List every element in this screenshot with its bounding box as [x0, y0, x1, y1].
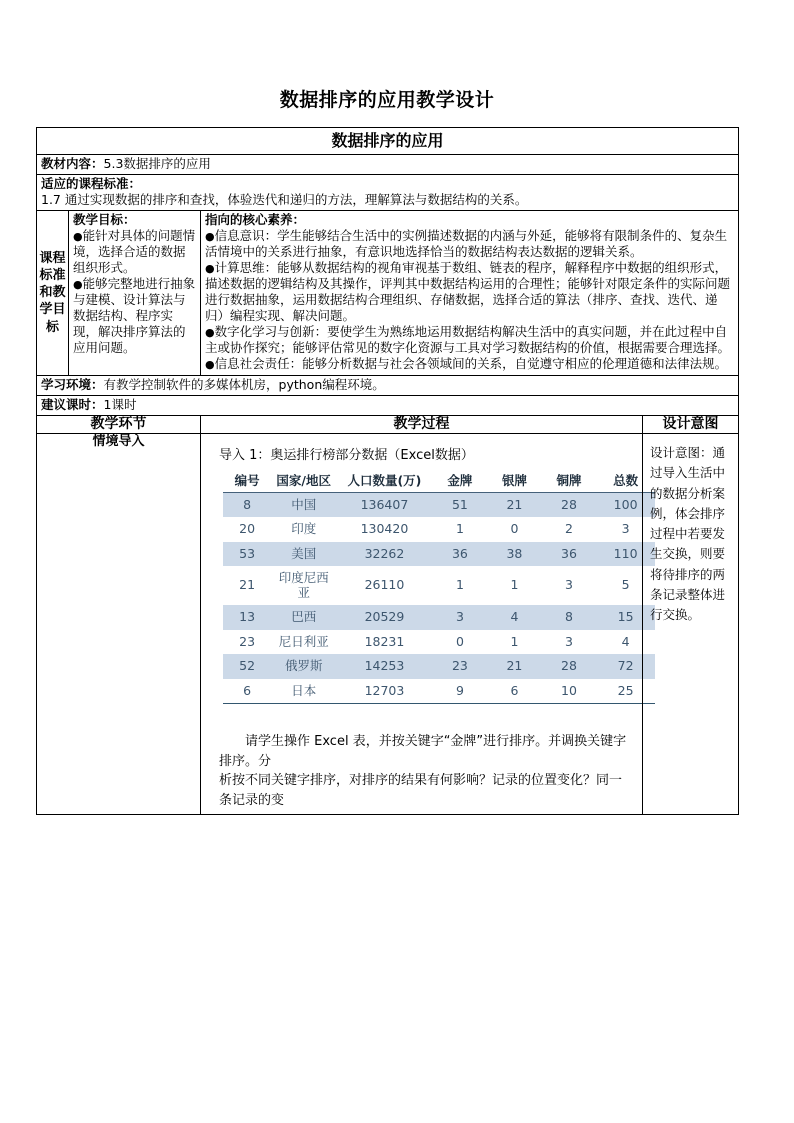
core-literacy-block	[201, 211, 738, 374]
closing-paragraph	[219, 732, 628, 810]
cell-bronze: 3	[564, 633, 573, 649]
textbook-cell	[37, 155, 739, 175]
cell-population: 12703	[336, 679, 432, 704]
teaching-objectives-header: 教学目标：	[73, 212, 136, 228]
cell-gold: 0	[455, 633, 464, 649]
cell-gold: 36	[433, 542, 488, 567]
col-header-total: 总数	[596, 472, 655, 492]
cell-silver: 1	[510, 633, 519, 649]
data-table-body	[223, 492, 655, 704]
process-content-cell	[201, 434, 643, 815]
hours-cell	[37, 395, 739, 415]
table-row	[223, 654, 655, 679]
olympic-data-table	[223, 472, 655, 704]
table-row	[223, 630, 655, 655]
cell-id: 52	[223, 654, 271, 679]
cell-bronze: 28	[542, 654, 597, 679]
environment-cell	[37, 375, 739, 395]
col-header-silver: 银牌	[487, 472, 542, 492]
col-header-id: 编号	[223, 472, 271, 492]
page-title: 数据排序的应用教学设计	[279, 89, 495, 111]
process-header-row	[37, 415, 739, 434]
cell-id: 53	[223, 542, 271, 567]
cell-gold: 1	[455, 577, 464, 593]
lesson-plan-table	[36, 127, 739, 815]
data-table-header-row	[223, 472, 655, 492]
teaching-objective-item: ● 能针对具体的问题情境，选择合适的数据组织形式。	[73, 228, 196, 276]
import-lead-text: 导入 1：奥运排行榜部分数据（Excel数据）	[219, 448, 474, 464]
band-title-text: 数据排序的应用	[331, 131, 444, 150]
cell-country: 日本	[271, 679, 336, 704]
teaching-objectives-block	[69, 211, 200, 358]
design-intent-text: 设计意图：通过导入生活中的数据分析案例，体会排序过程中若要发生交换，则要将待排序的两条记录整体进行交换。	[650, 445, 726, 623]
cell-silver: 38	[487, 542, 542, 567]
cell-gold: 9	[433, 679, 488, 704]
cell-total: 110	[596, 542, 655, 567]
cell-id: 23	[239, 633, 256, 649]
environment-value: 有教学控制软件的多媒体机房，python编程环境。	[103, 376, 385, 392]
textbook-line	[37, 155, 738, 174]
cell-bronze: 28	[542, 492, 597, 517]
col-header-gold: 金牌	[433, 472, 488, 492]
teaching-objective-item: ● 能够完整地进行抽象与建模、设计算法与数据结构、程序实现，解决排序算法的应用问题。	[73, 276, 196, 356]
cell-total: 5	[621, 577, 630, 593]
col-header-country: 国家/地区	[271, 472, 336, 492]
cell-id: 13	[223, 605, 271, 630]
environment-line	[37, 376, 738, 395]
table-row	[223, 542, 655, 567]
cell-id: 21	[239, 577, 256, 593]
cell-population: 14253	[336, 654, 432, 679]
closing-line-1: 请学生操作 Excel 表，并按关键字“金牌”进行排序。并调换关键字排序。分	[219, 734, 627, 769]
cell-total: 3	[621, 521, 630, 537]
design-intent-cell	[643, 434, 739, 815]
standard-value: 1.7 通过实现数据的排序和查找，体验迭代和递归的方法，理解算法与数据结构的关系。	[41, 192, 528, 208]
table-row	[223, 605, 655, 630]
hours-row	[37, 395, 739, 415]
textbook-value: 5.3数据排序的应用	[103, 156, 211, 172]
cell-gold: 1	[455, 521, 464, 537]
process-body-row	[37, 434, 739, 815]
standard-cell	[37, 175, 739, 211]
band-title-row	[37, 128, 739, 155]
cell-total: 25	[596, 679, 655, 704]
core-literacy-item: ● 数字化学习与创新：要使学生为熟练地运用数据结构解决生活中的真实问题，并在此过程中自主或协作探究；能够评估常见的数字化资源与工具对学习数据结构的价值，根据需要合理选择。	[205, 324, 734, 356]
cell-bronze: 8	[542, 605, 597, 630]
cell-country: 俄罗斯	[271, 654, 336, 679]
cell-id: 20	[239, 521, 256, 537]
stage-label-text: 情境导入	[92, 434, 145, 450]
textbook-label: 教材内容：	[41, 156, 104, 172]
cell-country: 美国	[271, 542, 336, 567]
core-literacy-cell	[201, 211, 739, 375]
cell-gold: 51	[433, 492, 488, 517]
core-literacy-item: ● 信息社会责任：能够分析数据与社会各领域间的关系，自觉遵守相应的伦理道德和法律法规。	[205, 356, 734, 372]
hours-value: 1课时	[103, 396, 137, 412]
environment-label: 学习环境：	[41, 376, 104, 392]
process-intent-header: 设计意图	[643, 415, 739, 434]
cell-silver: 1	[510, 577, 519, 593]
standard-row	[37, 175, 739, 211]
band-title-cell	[37, 128, 739, 155]
textbook-row	[37, 155, 739, 175]
teaching-objectives-cell	[69, 211, 201, 375]
process-content-block	[201, 434, 642, 814]
environment-row	[37, 375, 739, 395]
objectives-row	[37, 211, 739, 375]
cell-population: 136407	[336, 492, 432, 517]
cell-bronze: 36	[542, 542, 597, 567]
hours-line	[37, 396, 738, 415]
core-literacy-item: ● 信息意识：学生能够结合生活中的实例描述数据的内涵与外延，能够将有限制条件的、复杂生活情境中的关系进行抽象，有意识地选择恰当的数据结构表达数据的逻辑关系。	[205, 228, 734, 260]
cell-id: 8	[223, 492, 271, 517]
cell-country: 印度	[291, 521, 317, 537]
cell-bronze: 10	[542, 679, 597, 704]
cell-population: 32262	[336, 542, 432, 567]
cell-silver: 6	[487, 679, 542, 704]
cell-total: 15	[596, 605, 655, 630]
table-row	[223, 517, 655, 542]
cell-population: 18231	[364, 633, 405, 649]
curriculum-vertical-label	[37, 211, 69, 375]
cell-population: 20529	[336, 605, 432, 630]
cell-country: 巴西	[271, 605, 336, 630]
cell-total: 72	[596, 654, 655, 679]
cell-total: 100	[596, 492, 655, 517]
table-row	[223, 566, 655, 605]
cell-id: 6	[223, 679, 271, 704]
cell-silver: 21	[487, 492, 542, 517]
standard-block	[37, 175, 738, 210]
table-row	[223, 492, 655, 517]
cell-silver: 21	[487, 654, 542, 679]
cell-silver: 0	[510, 521, 519, 537]
cell-gold: 3	[433, 605, 488, 630]
cell-country: 尼日利亚	[278, 633, 329, 649]
cell-country: 印度尼西亚	[278, 570, 329, 600]
cell-country: 中国	[271, 492, 336, 517]
closing-line-2: 析按不同关键字排序，对排序的结果有何影响？记录的位置变化？同一条记录的变	[219, 773, 623, 808]
col-header-bronze: 铜牌	[542, 472, 597, 492]
cell-total: 4	[621, 633, 630, 649]
cell-population: 26110	[364, 577, 405, 593]
core-literacy-header: 指向的核心素养：	[205, 212, 306, 228]
stage-label-cell	[37, 434, 201, 815]
curriculum-vertical-text: 课程标准和教学目标	[39, 250, 66, 335]
process-stage-header: 教学环节	[37, 415, 201, 434]
table-row	[223, 679, 655, 704]
process-body-header: 教学过程	[201, 415, 643, 434]
cell-gold: 23	[433, 654, 488, 679]
cell-population: 130420	[360, 521, 409, 537]
hours-label: 建议课时：	[41, 396, 104, 412]
core-literacy-item: ● 计算思维：能够从数据结构的视角审视基于数组、链表的程序，解释程序中数据的组织形式，描述数据的逻辑结构及其操作，评判其中数据结构运用的合理性；能够针对限定条件的实际问题进行数据抽象，运用数据结构合理组织、存储数据，选择合适的算法（排序、查找、迭代、递归）编程实现、解决问题。	[205, 260, 734, 324]
cell-bronze: 3	[564, 577, 573, 593]
standard-label: 适应的课程标准：	[41, 176, 142, 192]
cell-bronze: 2	[564, 521, 573, 537]
col-header-population: 人口数量(万)	[336, 472, 432, 492]
cell-silver: 4	[487, 605, 542, 630]
